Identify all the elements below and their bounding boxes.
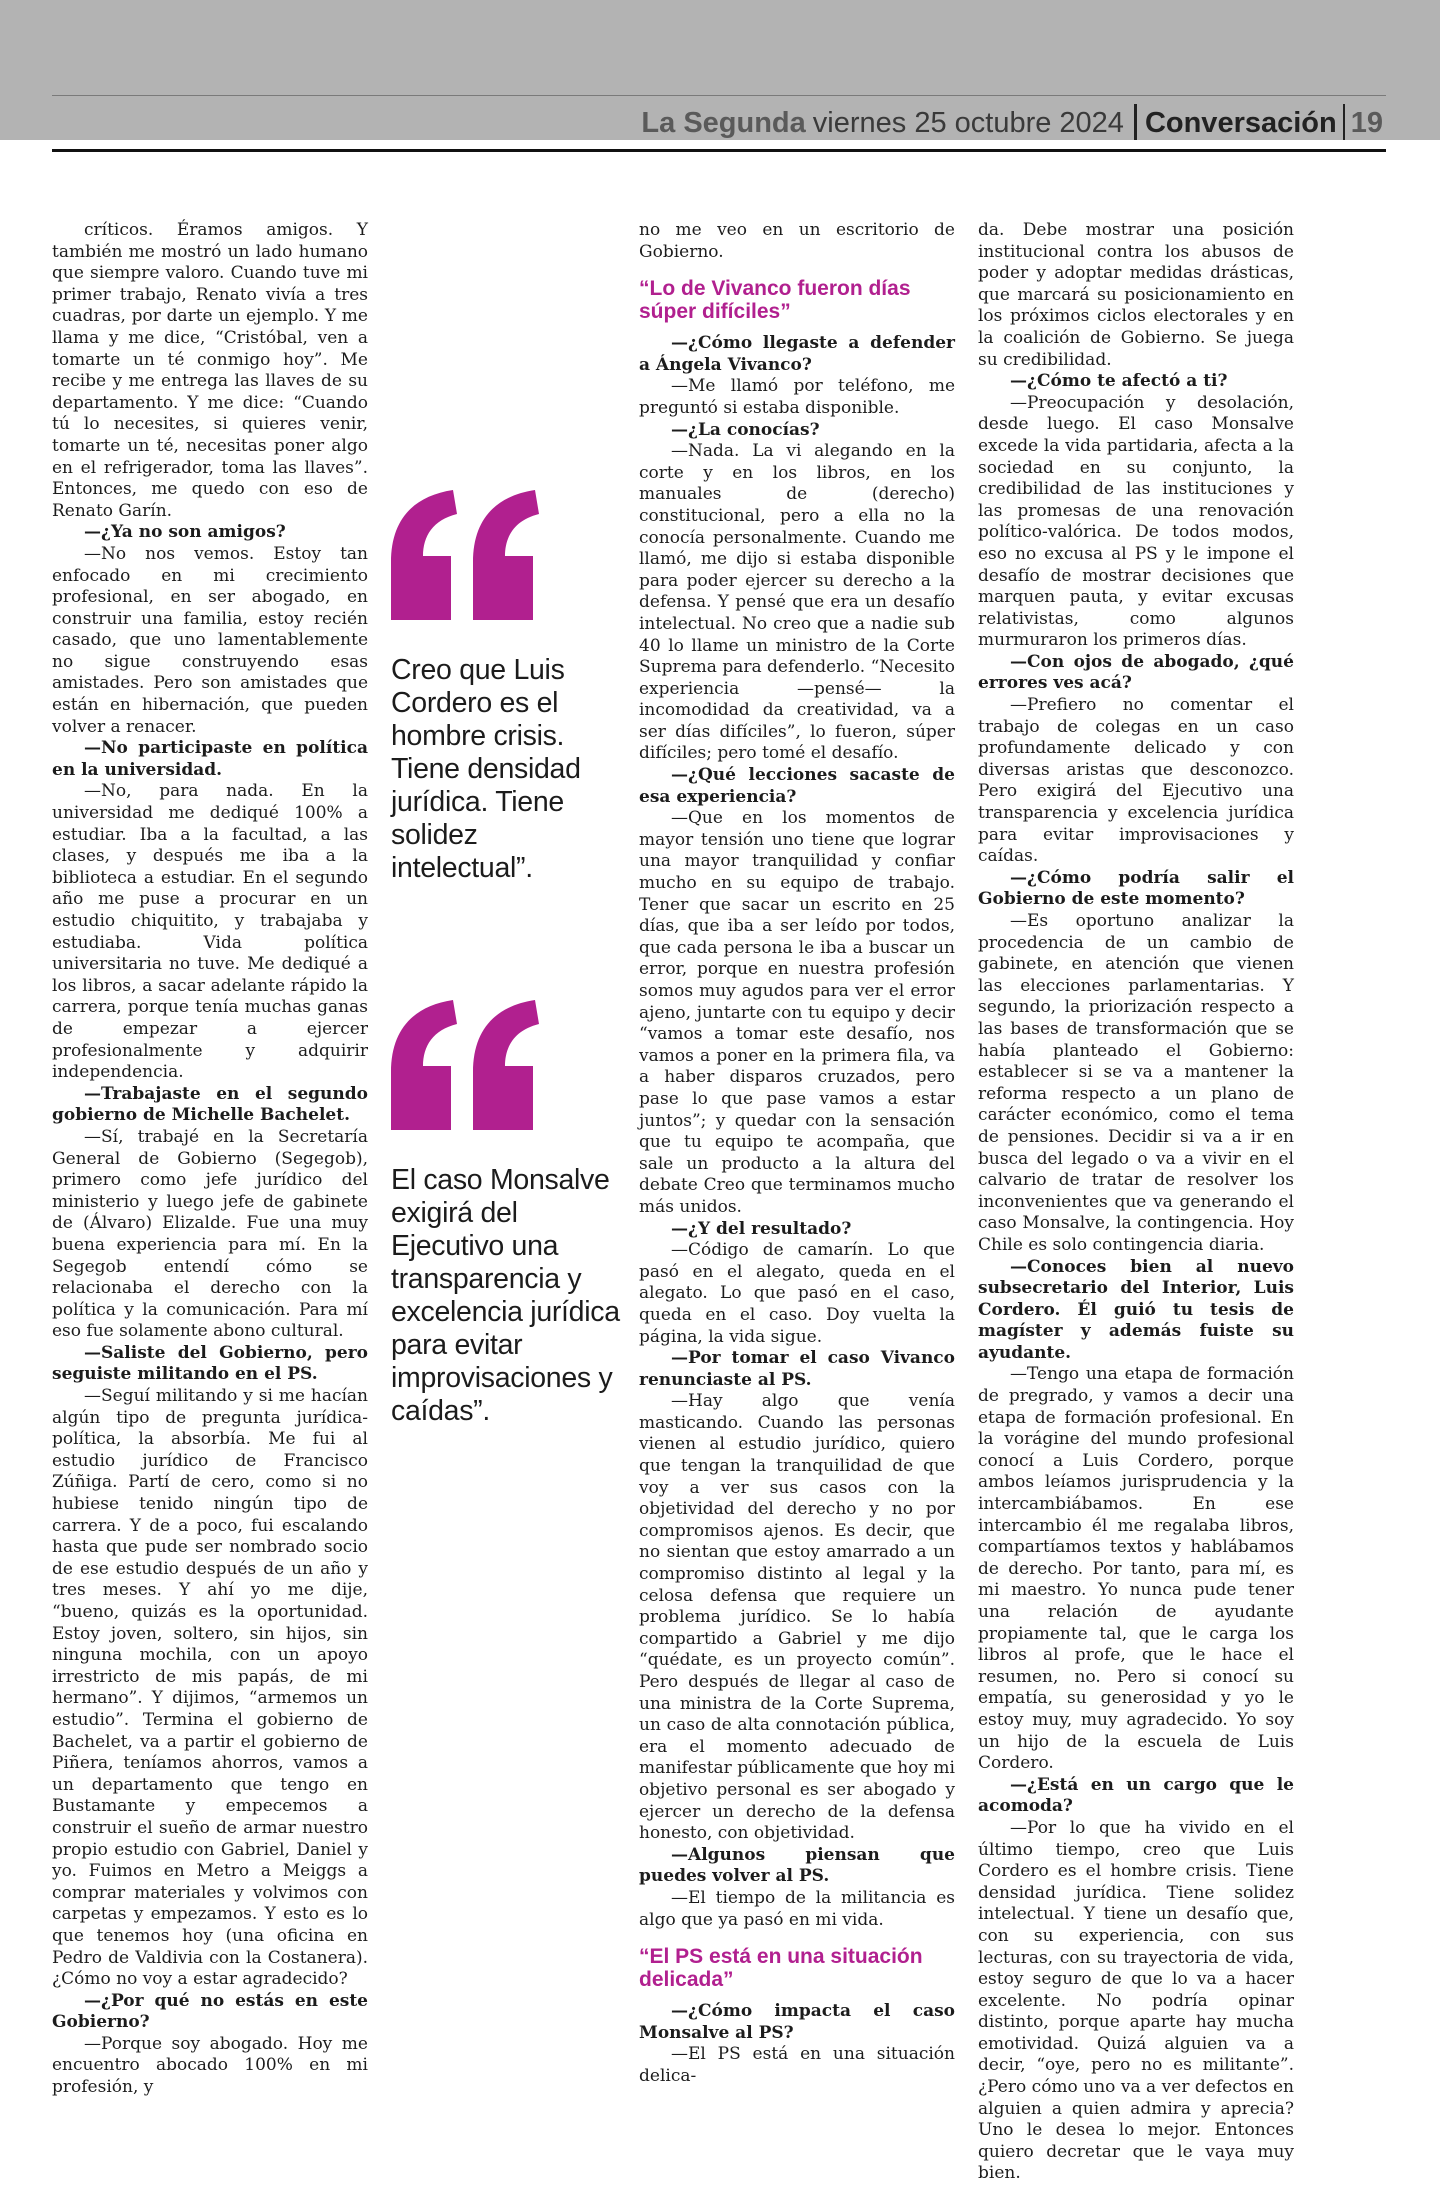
interview-answer: —El tiempo de la militancia es algo que ya pasó en mi vida. — [639, 1887, 955, 1930]
masthead-separator — [1134, 104, 1137, 140]
interview-answer: —No nos vemos. Estoy tan enfocado en mi crecimiento profesional, en ser abogado, en construir una familia, estoy recién casado, que uno lamentablemente no sigue construyendo esas amistades. Pero son amistades que están en hibernación, que pueden volver a renacer. — [52, 543, 368, 737]
interview-answer: —Me llamó por teléfono, me preguntó si estaba disponible. — [639, 376, 955, 418]
article-column-1 — [52, 220, 368, 2099]
interview-question: —¿La conocías? — [671, 419, 820, 440]
interview-question: —¿Por qué no estás en este Gobierno? — [52, 1990, 368, 2033]
interview-question: —No participaste en política en la universidad. — [52, 738, 368, 780]
interview-question: —¿Qué lecciones sacaste de esa experiencia? — [639, 765, 955, 807]
section-heading: “Lo de Vivanco fueron días súper difíciles” — [639, 277, 911, 324]
page-number: 19 — [1350, 107, 1383, 139]
pull-quote-text: El caso Monsalve exigirá del Ejecutivo una transparencia y excelencia jurídica para evitar improvisaciones y caídas”. — [391, 1164, 620, 1427]
publication-name: La Segunda — [641, 107, 806, 139]
interview-question: —¿Cómo llegaste a defender a Ángela Vivanco? — [639, 333, 955, 375]
interview-answer: —Sí, trabajé en la Secretaría General de Gobierno (Segegob), primero como jefe jurídico del ministerio y luego jefe de gabinete de (Álvaro) Elizalde. Fue una muy buena experiencia para mí. En la Segegob entendí cómo se relacionaba el derecho con la política y la comunicación. Para mí eso fue solamente abono cultural. — [52, 1126, 368, 1342]
continued-text: no me veo en un escritorio de Gobierno. — [639, 220, 955, 262]
interview-answer: críticos. Éramos amigos. Y también me mostró un lado humano que siempre valoro. Cuando tuve mi primer trabajo, Renato vivía a tres cuadras, por darte un ejemplo. Y me llama y me dice, “Cristóbal, ven a tomarte un té conmigo hoy”. Me recibe y me entrega las llaves de su departamento. Y me dice: “Cuando tú lo necesites, si quieres venir, tomarte un té, necesitas poner algo en el refrigerador, toma las llaves”. Entonces, me quedo con eso de Renato Garín. — [52, 220, 368, 521]
pull-quote-text: Creo que Luis Cordero es el hombre crisis. Tiene densidad jurídica. Tiene solidez intelectual”. — [391, 654, 581, 884]
interview-question: —Trabajaste en el segundo gobierno de Michelle Bachelet. — [52, 1083, 368, 1126]
interview-answer: —El PS está en una situación delica- — [639, 2044, 955, 2086]
interview-question: —Por tomar el caso Vivanco renunciaste al PS. — [639, 1348, 955, 1390]
article-column-3 — [639, 220, 955, 2088]
interview-answer: —Código de camarín. Lo que pasó en el alegato, queda en el alegato. Lo que pasó en el caso, queda en el caso. Doy vuelta la página, la vida sigue. — [639, 1240, 955, 1347]
header-thin-rule — [52, 95, 1386, 96]
masthead-separator — [1343, 104, 1345, 140]
interview-question: —Conoces bien al nuevo subsecretario del Interior, Luis Cordero. Él guió tu tesis de magíster y además fuiste su ayudante. — [978, 1256, 1294, 1363]
interview-question: —Algunos piensan que puedes volver al PS. — [639, 1844, 955, 1887]
quote-marks-icon — [391, 490, 541, 620]
interview-answer: —Seguí militando y si me hacían algún tipo de pregunta jurídica-política, la absorbía. Me fui al estudio jurídico de Francisco Zúñiga. Partí de cero, como si no hubiese tenido ningún tipo de carrera. Y de a poco, fui escalando hasta que pude ser nombrado socio de ese estudio después de un año y tres meses. Y ahí yo me dije, “bueno, quizás es la oportunidad. Estoy joven, soltero, sin hijos, sin ninguna mochila, con un apoyo irrestricto de mis papás, de mi hermano”. Y dijimos, “armemos un estudio”. Termina el gobierno de Bachelet, va a partir el gobierno de Piñera, teníamos ahorros, vamos a un departamento que tengo en Bustamante y empecemos a construir el sueño de armar nuestro propio estudio con Gabriel, Daniel y yo. Fuimos en Metro a Meiggs a comprar materiales y volvimos con carpetas y empezamos. Y esto es lo que tenemos hoy (una oficina en Pedro de Valdivia con la Costanera). ¿Cómo no voy a estar agradecido? — [52, 1386, 368, 1990]
interview-answer: —No, para nada. En la universidad me dediqué 100% a estudiar. Iba a la facultad, a las clases, y después me iba a la biblioteca a estudiar. En el segundo año me puse a procurar en un estudio chiquitito, y trabajaba y estudiaba. Vida política universitaria no tuve. Me dediqué a los libros, a sacar adelante rápido la carrera, porque tenía muchas ganas de empezar a ejercer profesionalmente y adquirir independencia. — [52, 781, 368, 1083]
interview-question: —¿Cómo podría salir el Gobierno de este momento? — [978, 867, 1294, 910]
interview-question: —¿Está en un cargo que le acomoda? — [978, 1774, 1294, 1817]
continued-text: da. Debe mostrar una posición institucional contra los abusos de poder y adoptar medidas drásticas, que marcará su posicionamiento en los próximos ciclos electorales y en la coalición de Gobierno. Se juega su credibilidad. — [978, 220, 1294, 370]
interview-question: —¿Cómo te afectó a ti? — [1010, 371, 1228, 392]
interview-answer: —Tengo una etapa de formación de pregrado, y vamos a decir una etapa de formación profesional. En la vorágine del mundo profesional conocí a Luis Cordero, porque ambos leíamos jurisprudencia y la intercambiábamos. En ese intercambio él me regalaba libros, compartíamos textos y hablábamos de derecho. Por tanto, para mí, es mi maestro. Yo nunca pude tener una relación de ayudante propiamente tal, que le carga los libros al profe, que le hace el resumen, no. Pero si conocí su empatía, su generosidad y yo le estoy muy, muy agradecido. Yo soy un hijo de la escuela de Luis Cordero. — [978, 1364, 1294, 1774]
quote-marks-icon — [391, 1000, 541, 1130]
interview-answer: —Es oportuno analizar la procedencia de un cambio de gabinete, en atención que vienen las elecciones parlamentarias. Y segundo, la priorización respecto a las bases de transformación que se había planteado el Gobierno: establecer si se va a mantener la reforma respecto a un plano de carácter económico, como el tema de pensiones. Decidir si va a ir en busca del legado o va a vivir en el calvario de tratar de resolver los inconvenientes que va generando el caso Monsalve, la contingencia. Hoy Chile es solo contingencia diaria. — [978, 911, 1294, 1255]
interview-answer: —Nada. La vi alegando en la corte y en los libros, en los manuales de (derecho) constitucional, pero a ella no la conocía personalmente. Cuando me llamó, me dijo si estaba disponible para poder ejercer su derecho a la defensa. Y pensé que era un desafío intelectual. No creo que a nadie sub 40 lo llame un ministro de la Corte Suprema para defenderlo. “Necesito experiencia —pensé— la incomodidad da creatividad, va a ser días difíciles”, lo fueron, súper difíciles; pero tomé el desafío. — [639, 441, 955, 764]
interview-answer: —Prefiero no comentar el trabajo de colegas en un caso profundamente delicado y con diversas aristas que desconozco. Pero exigirá del Ejecutivo una transparencia y excelencia jurídica para evitar improvisaciones y caídas. — [978, 695, 1294, 867]
pull-quote-1 — [391, 490, 623, 885]
interview-answer: —Que en los momentos de mayor tensión uno tiene que lograr una mayor tranquilidad y confiar mucho en su equipo de trabajo. Tener que sacar un escrito en 25 días, que iba a ser leído por todos, que cada persona le iba a buscar un error, porque en nuestra profesión somos muy agudos para ver el error ajeno, juntarte con tu equipo y decir “vamos a tomar este desafío, nos vamos a poner en la primera fila, va a haber disparos cruzados, pero pase lo que pase vamos a estar juntos”; y quedar con la sensación que tu equipo te acompaña, que sale un producto a la altura del debate Creo que terminamos mucho más unidos. — [639, 808, 955, 1217]
section-heading: “El PS está en una situación delicada” — [639, 1945, 923, 1992]
issue-date: viernes 25 octubre 2024 — [812, 107, 1124, 139]
section-name: Conversación — [1144, 107, 1337, 139]
interview-answer: —Preocupación y desolación, desde luego. El caso Monsalve excede la vida partidaria, afecta a la sociedad en su conjunto, la credibilidad de las instituciones y las promesas de una renovación político-valórica. De todos modos, eso no excusa al PS y le impone el desafío de mostrar decisiones que marquen pauta, y evitar excusas relativistas, como algunos murmuraron los primeros días. — [978, 392, 1294, 651]
pull-quote-2 — [391, 1000, 623, 1428]
interview-question: —Con ojos de abogado, ¿qué errores ves acá? — [978, 651, 1294, 694]
interview-answer: —Hay algo que venía masticando. Cuando las personas vienen al estudio jurídico, quiero que tengan la tranquilidad de que voy a ver sus casos con la objetividad del derecho y no por compromisos ajenos. Es decir, que no sientan que estoy amarrado a un compromiso distinto al legal y la celosa defensa que requiere un problema jurídico. Se lo había compartido a Gabriel y me dijo “quédate, es un proyecto común”. Pero después de llegar al caso de una ministra de la Corte Suprema, un caso de alta connotación pública, era el momento adecuado de manifestar públicamente que hoy mi objetivo personal es ser abogado y ejercer un derecho de la defensa honesto, con objetividad. — [639, 1391, 955, 1844]
article-column-4 — [978, 220, 1294, 2185]
header-rule — [52, 149, 1386, 152]
interview-question: —¿Cómo impacta el caso Monsalve al PS? — [639, 2001, 955, 2043]
interview-question: —¿Ya no son amigos? — [84, 522, 286, 543]
interview-answer: —Porque soy abogado. Hoy me encuentro abocado 100% en mi profesión, y — [52, 2033, 368, 2098]
interview-answer: —Por lo que ha vivido en el último tiempo, creo que Luis Cordero es el hombre crisis. Tiene densidad jurídica. Tiene solidez intelectual. Y tiene un desafío que, con su experiencia, con sus lecturas, con su trayectoria de vida, estoy seguro de que lo va a hacer excelente. No podría opinar distinto, porque aparte hay mucha emotividad. Quizá alguien va a decir, “oye, pero no es militante”. ¿Pero cómo uno va a ver defectos en alguien a quien admira y aprecia? Uno le desea lo mejor. Entonces quiero decretar que le vaya muy bien. — [978, 1817, 1294, 2184]
masthead — [641, 100, 1383, 140]
interview-question: —¿Y del resultado? — [671, 1218, 852, 1239]
interview-question: —Saliste del Gobierno, pero seguiste militando en el PS. — [52, 1342, 368, 1385]
